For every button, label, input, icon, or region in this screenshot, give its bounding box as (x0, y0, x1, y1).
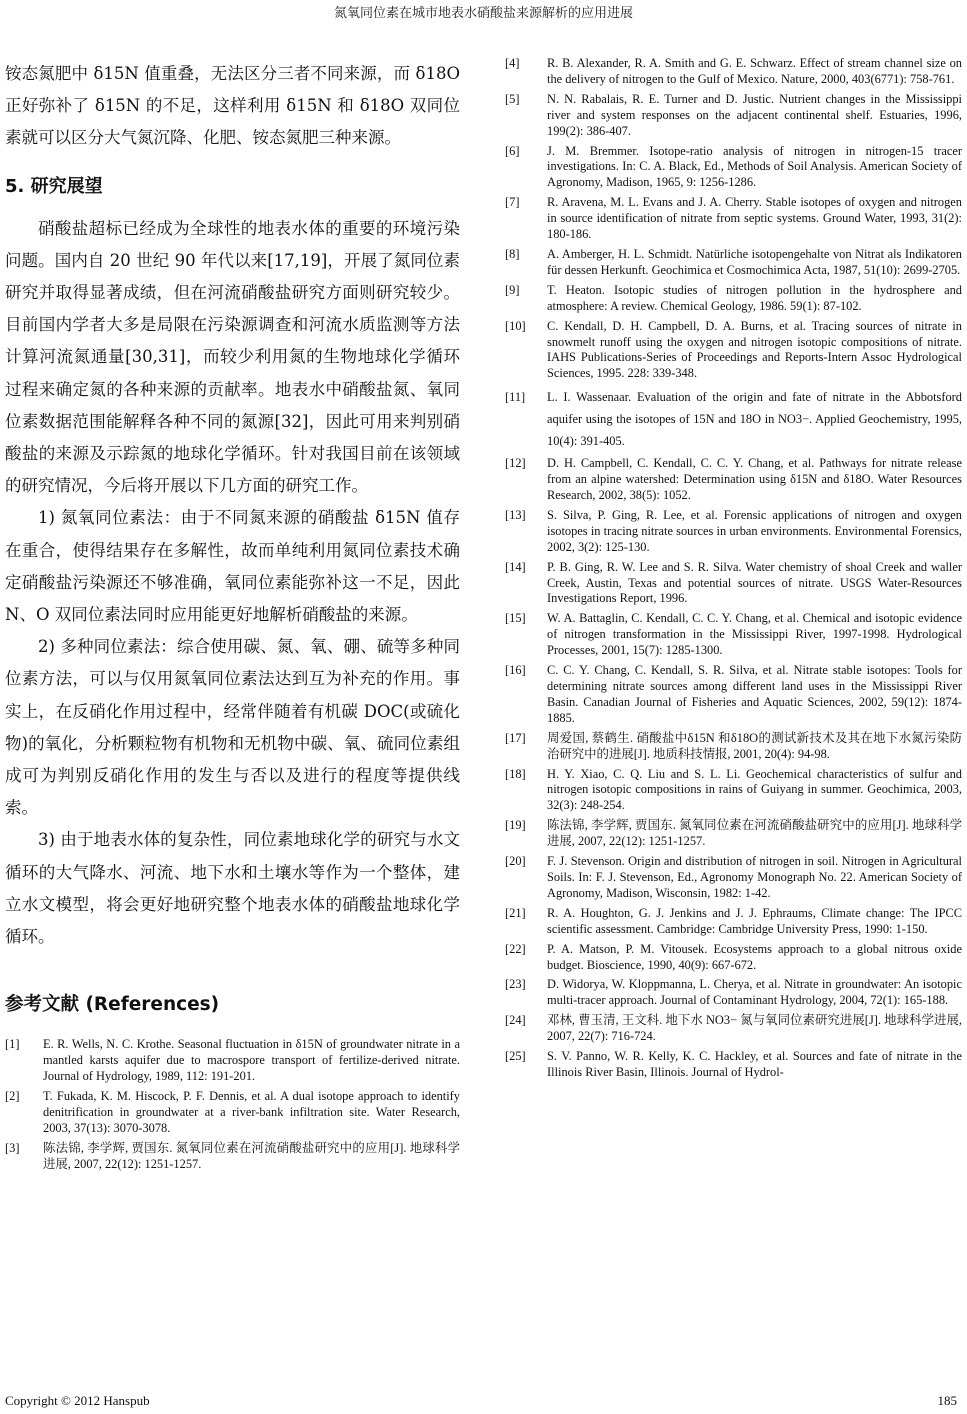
reference-item (5, 1037, 460, 1085)
reference-item (505, 144, 962, 192)
reference-item (505, 611, 962, 659)
reference-text: E. R. Wells, N. C. Krothe. Seasonal fluctuation in δ15N of groundwater nitrate in a mantled karsts aquifer due to macrospore transport of fertilize-derived nitrate. Journal of Hydrology, 1989, 112: 191-201. (43, 1037, 460, 1084)
reference-number: [19] (505, 818, 526, 833)
reference-text: T. Heaton. Isotopic studies of nitrogen pollution in the hydrosphere and atmosphere: A review. Chemical Geology, 1986. 59(1): 87-102. (547, 282, 962, 313)
reference-text: 陈法锦, 李学辉, 贾国东. 氮氧同位素在河流硝酸盐研究中的应用[J]. 地球科学进展, 2007, 22(12): 1251-1257. (547, 818, 962, 849)
reference-number: [10] (505, 318, 526, 333)
reference-number: [5] (505, 91, 520, 106)
body-paragraph: 1) 氮氧同位素法：由于不同氮来源的硝酸盐 δ15N 值存在重合，使得结果存在多解性，故而单纯利用氮同位素技术确定硝酸盐污染源还不够准确，氧同位素能弥补这一不足，因此 N、O 双同位素法同时应用能更好地解析硝酸盐的来源。 (5, 508, 460, 625)
reference-number: [1] (5, 1037, 20, 1052)
reference-text: P. B. Ging, R. W. Lee and S. R. Silva. Water chemistry of shoal Creek and waller Creek, Austin, Texas and potential sources of nitrate. USGS Water-Resources Investigations Report, 1996. (547, 559, 962, 606)
left-column (5, 58, 460, 1177)
reference-number: [25] (505, 1049, 526, 1064)
reference-item (505, 731, 962, 763)
reference-item (505, 906, 962, 938)
reference-text: S. V. Panno, W. R. Kelly, K. C. Hackley, et al. Sources and fate of nitrate in the Illinois River Basin, Illinois. Journal of Hydrol- (547, 1049, 962, 1079)
reference-number: [24] (505, 1013, 526, 1028)
reference-text: N. N. Rabalais, R. E. Turner and D. Justic. Nutrient changes in the Mississippi river and system responses on the adjacent continental shelf. Estuaries, 1996, 199(2): 386-407. (547, 91, 962, 138)
reference-text: J. M. Bremmer. Isotope-ratio analysis of nitrogen in nitrogen-15 tracer investigations. In: C. A. Black, Ed., Methods of Soil Analysis. American Society of Agronomy, Madison, 1965, 9: 1256-1286. (547, 143, 962, 190)
reference-number: [22] (505, 941, 526, 956)
reference-item (505, 942, 962, 974)
reference-text: D. H. Campbell, C. Kendall, C. C. Y. Chang, et al. Pathways for nitrate release from an alpine watershed: Determination using δ15N and δ18O. Water Resources Research, 2002, 38(5): 1052. (547, 456, 962, 503)
intro-paragraph: 铵态氮肥中 δ15N 值重叠，无法区分三者不同来源，而 δ18O 正好弥补了 δ15N 的不足，这样利用 δ15N 和 δ18O 双同位素就可以区分大气氮沉降、化肥、铵态氮肥三种来源。 (5, 64, 460, 148)
reference-number: [21] (505, 905, 526, 920)
reference-item (5, 1141, 460, 1173)
reference-item (505, 818, 962, 850)
reference-item (505, 319, 962, 383)
reference-number: [3] (5, 1140, 20, 1155)
reference-item (505, 92, 962, 140)
reference-item (505, 1049, 962, 1081)
body-paragraph: 2) 多种同位素法：综合使用碳、氮、氧、硼、硫等多种同位素方法，可以与仅用氮氧同位素法达到互为补充的作用。事实上，在反硝化作用过程中，经常伴随着有机碳 DOC(或硫化物)的氧化，分析颗粒物有机物和无机物中碳、氧、硫同位素组成可为判别反硝化作用的发生与否以及进行的程度等提供线索。 (5, 637, 460, 818)
reference-text: H. Y. Xiao, C. Q. Liu and S. L. Li. Geochemical characteristics of sulfur and nitrogen isotopic compositions in rains of Guiyang in summer. Geochimica, 2003, 32(3): 248-254. (547, 766, 962, 813)
reference-number: [6] (505, 143, 520, 158)
reference-item (505, 386, 962, 452)
reference-item (505, 456, 962, 504)
reference-text: P. A. Matson, P. M. Vitousek. Ecosystems approach to a global nitrous oxide budget. Bioscience, 1990, 40(9): 667-672. (547, 941, 962, 972)
reference-number: [15] (505, 611, 526, 626)
reference-number: [23] (505, 977, 526, 992)
reference-text: D. Widorya, W. Kloppmanna, L. Cherya, et al. Nitrate in groundwater: An isotopic multi-tracer approach. Journal of Contaminant Hydrology, 2004, 72(1): 165-188. (547, 977, 962, 1008)
reference-text: 陈法锦, 李学辉, 贾国东. 氮氧同位素在河流硝酸盐研究中的应用[J]. 地球科学进展, 2007, 22(12): 1251-1257. (43, 1140, 460, 1171)
reference-number: [7] (505, 195, 520, 210)
reference-text: F. J. Stevenson. Origin and distribution of nitrogen in soil. Nitrogen in Agricultural Soils. In: F. J. Stevenson, Ed., Agronomy Monograph No. 22. American Society of Agronomy, Madison, Wisconsin, 1982: 1-42. (547, 854, 962, 900)
reference-number: [11] (505, 390, 526, 405)
reference-item (5, 1089, 460, 1137)
reference-number: [16] (505, 663, 526, 678)
reference-item (505, 854, 962, 902)
references-heading: 参考文献 (References) (5, 994, 220, 1016)
reference-text: C. Kendall, D. H. Campbell, D. A. Burns, et al. Tracing sources of nitrate in snowmelt runoff using the oxygen and nitrogen isotopic compositions of nitrate. IAHS Publications-Series of Proceedings and Reports-Intern Assoc Hydrological Sciences, 1995. 228: 339-348. (547, 318, 962, 381)
reference-number: [14] (505, 559, 526, 574)
reference-number: [17] (505, 730, 526, 745)
body-paragraph: 3) 由于地表水体的复杂性，同位素地球化学的研究与水文循环的大气降水、河流、地下水和土壤水等作为一个整体，建立水文模型，将会更好地研究整个地表水体的硝酸盐地球化学循环。 (5, 830, 460, 947)
section-heading: 5. 研究展望 (5, 175, 103, 197)
right-column (505, 56, 962, 1097)
reference-item (505, 283, 962, 315)
reference-item (505, 767, 962, 815)
reference-item (505, 56, 962, 88)
reference-number: [4] (505, 56, 520, 70)
reference-item (505, 247, 962, 279)
reference-text: C. C. Y. Chang, C. Kendall, S. R. Silva, et al. Nitrate stable isotopes: Tools for determining nitrate sources among different land uses in the Mississippi River Basin. Canadian Journal of Fisheries and Aquatic Sciences, 2002, 59(12): 1874-1885. (547, 663, 962, 725)
reference-text: R. Aravena, M. L. Evans and J. A. Cherry. Stable isotopes of oxygen and nitrogen in source identification of nitrate from septic systems. Ground Water, 1993, 31(2): 180-186. (547, 195, 962, 242)
reference-text: L. I. Wassenaar. Evaluation of the origin and fate of nitrate in the Abbotsford aquifer using the isotopes of 15N and 18O in NO3−. Applied Geochemistry, 1995, 10(4): 391-405. (547, 390, 962, 449)
reference-text: R. B. Alexander, R. A. Smith and G. E. Schwarz. Effect of stream channel size on the delivery of nitrogen to the Gulf of Mexico. Nature, 2000, 403(6771): 758-761. (547, 56, 962, 86)
body-paragraph: 硝酸盐超标已经成为全球性的地表水体的重要的环境污染问题。国内自 20 世纪 90 年代以来[17,19]，开展了氮同位素研究并取得显著成绩，但在河流硝酸盐研究方面则研究较少。目前国内学者大多是局限在污染源调查和河流水质监测等方法计算河流氮通量[30,31]，而较少利用氮的生物地球化学循环过程来确定氮的各种来源的贡献率。地表水中硝酸盐氮、氧同位素数据范围能解释各种不同的氮源[32]，因此可用来判别硝酸盐的来源及示踪氮的地球化学循环。针对我国目前在该领域的研究情况，今后将开展以下几方面的研究工作。 (5, 218, 460, 496)
reference-text: R. A. Houghton, G. J. Jenkins and J. J. Ephraums, Climate change: The IPCC scientific assessment. Cambridge: Cambridge University Press, 1990: 1-150. (547, 905, 962, 936)
reference-item (505, 663, 962, 727)
reference-number: [9] (505, 282, 520, 297)
reference-number: [13] (505, 507, 526, 522)
reference-number: [20] (505, 854, 526, 869)
reference-text: A. Amberger, H. L. Schmidt. Natürliche isotopengehalte von Nitrat als Indikatoren für dessen Herkunft. Geochimica et Cosmochimica Acta, 1987, 51(10): 2699-2705. (547, 246, 962, 277)
copyright-footer: Copyright © 2012 Hanspub (5, 1393, 150, 1408)
reference-text: 邓林, 曹玉清, 王文科. 地下水 NO3− 氮与氧同位素研究进展[J]. 地球科学进展, 2007, 22(7): 716-724. (547, 1013, 962, 1044)
reference-item (505, 1013, 962, 1045)
reference-number: [8] (505, 246, 520, 261)
reference-item (505, 508, 962, 556)
reference-text: 周爱国, 蔡鹤生. 硝酸盐中δ15N 和δ18O的测试新技术及其在地下水氮污染防治研究中的进展[J]. 地质科技情报, 2001, 20(4): 94-98. (547, 730, 962, 761)
reference-item (505, 977, 962, 1009)
reference-number: [12] (505, 456, 526, 471)
reference-item (505, 195, 962, 243)
reference-number: [18] (505, 766, 526, 781)
reference-number: [2] (5, 1089, 20, 1103)
reference-text: T. Fukada, K. M. Hiscock, P. F. Dennis, et al. A dual isotope approach to identify denitrification in groundwater at a river-bank infiltration site. Water Research, 2003, 37(13): 3070-3078. (43, 1089, 460, 1135)
page-number: 185 (937, 1393, 957, 1408)
reference-text: S. Silva, P. Ging, R. Lee, et al. Forensic applications of nitrogen and oxygen isotopes in tracing nitrate sources in urban environments. Environmental Forensics, 2002, 3(2): 125-130. (547, 507, 962, 554)
running-header: 氮氧同位素在城市地表水硝酸盐来源解析的应用进展 (333, 6, 633, 21)
reference-text: W. A. Battaglin, C. Kendall, C. C. Y. Chang, et al. Chemical and isotopic evidence of nitrogen transformation in the Mississippi River, 1997-1998. Hydrological Processes, 2001, 15(7): 1285-1300. (547, 611, 962, 658)
reference-item (505, 560, 962, 608)
